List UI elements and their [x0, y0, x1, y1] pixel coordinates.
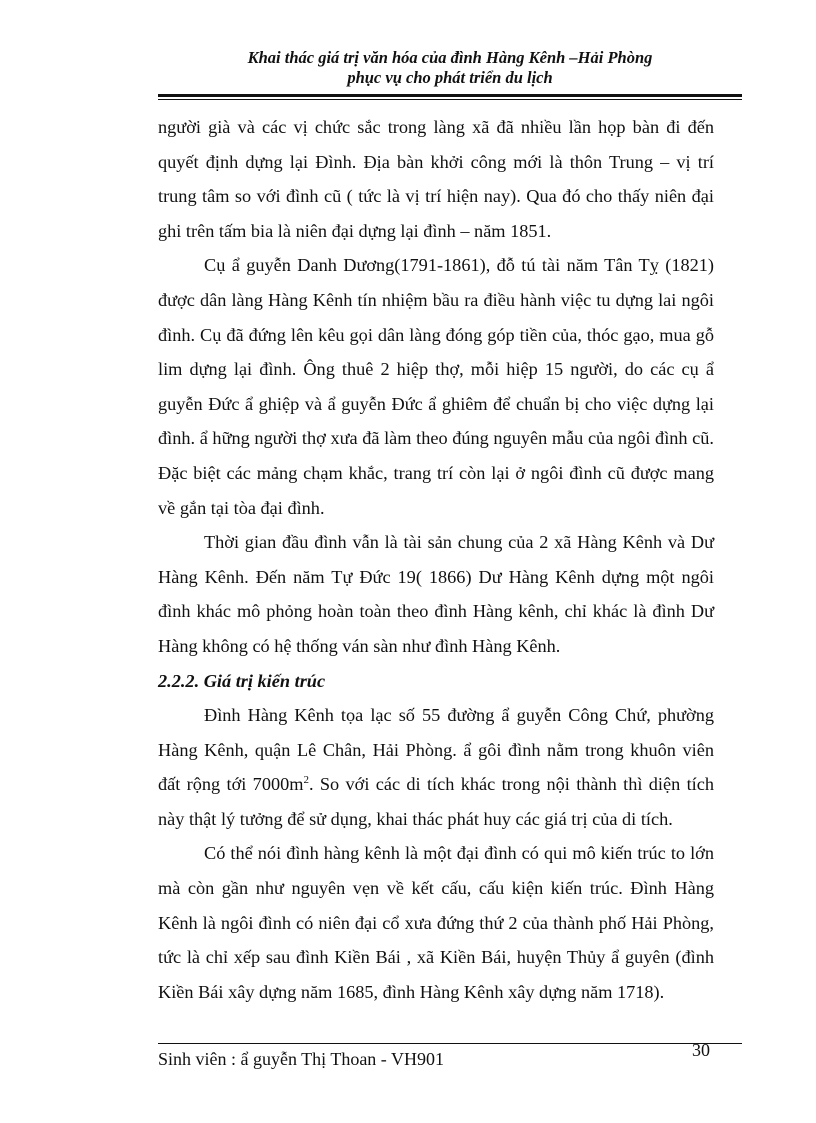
- paragraph-2: Cụ ẩ guyễn Danh Dương(1791-1861), đỗ tú tài năm Tân Tỵ (1821) được dân làng Hàng Kênh tín nhiệm bầu ra điều hành việc tu dựng lai ngôi đình. Cụ đã đứng lên kêu gọi dân làng đóng góp tiền của, thóc gạo, mua gỗ lim dựng lại đình. Ông thuê 2 hiệp thợ, mỗi hiệp 15 người, do các cụ ẩ guyễn Đức ẩ ghiệp và ẩ guyễn Đức ẩ ghiêm để chuẩn bị cho việc dựng lại đình. ẩ hững người thợ xưa đã làm theo đúng nguyên mẫu của ngôi đình cũ. Đặc biệt các mảng chạm khắc, trang trí còn lại ở ngôi đình cũ được mang về gắn tại tòa đại đình.: [158, 255, 714, 518]
- paragraph-4: [158, 698, 714, 836]
- header-title-line1: Khai thác giá trị văn hóa của đình Hàng Kênh –Hải Phòng: [247, 48, 653, 67]
- header-title-line2: phục vụ cho phát triển du lịch: [347, 68, 553, 87]
- paragraph-3: Thời gian đầu đình vẫn là tài sản chung của 2 xã Hàng Kênh và Dư Hàng Kênh. Đến năm Tự Đức 19( 1866) Dư Hàng Kênh dựng một ngôi đình khác mô phỏng hoàn toàn theo đình Hàng kênh, chỉ khác là đình Dư Hàng không có hệ thống ván sàn như đình Hàng Kênh.: [158, 532, 714, 656]
- paragraph-5: Có thể nói đình hàng kênh là một đại đình có qui mô kiến trúc to lớn mà còn gần như nguyên vẹn về kết cấu, cấu kiện kiến trúc. Đình Hàng Kênh là ngôi đình có niên đại cổ xưa đứng thứ 2 của thành phố Hải Phòng, tức là chỉ xếp sau đình Kiền Bái , xã Kiền Bái, huyện Thủy ẩ guyên (đình Kiền Bái xây dựng năm 1685, đình Hàng Kênh xây dựng năm 1718).: [158, 843, 714, 1002]
- section-heading: 2.2.2. Giá trị kiến trúc: [158, 670, 326, 691]
- area-superscript: 2: [303, 774, 309, 787]
- paragraph-4-main: Đình Hàng Kênh tọa lạc số 55 đường ẩ guyễn Công Chứ, phường Hàng Kênh, quận Lê Chân, Hải Phòng. ẩ gôi đình nằm trong khuôn viên đất rộng tới 7000m: [158, 705, 714, 795]
- paragraph-4-rest: . So với các di tích khác trong nội thành thì diện tích này thật lý tưởng để sử dụng, khai thác phát huy các giá trị của di tích.: [158, 774, 714, 829]
- document-body: [158, 110, 714, 1009]
- running-header: [160, 48, 740, 88]
- footer-divider: [158, 1043, 742, 1044]
- page-number: 30: [692, 1040, 710, 1060]
- paragraph-1: người già và các vị chức sắc trong làng xã đã nhiều lần họp bàn đi đến quyết định dựng lại Đình. Địa bàn khởi công mới là thôn Trung – vị trí trung tâm so với đình cũ ( tức là vị trí hiện nay). Qua đó cho thấy niên đại ghi trên tấm bia là niên đại dựng lại đình – năm 1851.: [158, 117, 714, 241]
- header-divider: [158, 94, 742, 100]
- footer-student: Sinh viên : ẩ guyễn Thị Thoan - VH901: [158, 1049, 444, 1069]
